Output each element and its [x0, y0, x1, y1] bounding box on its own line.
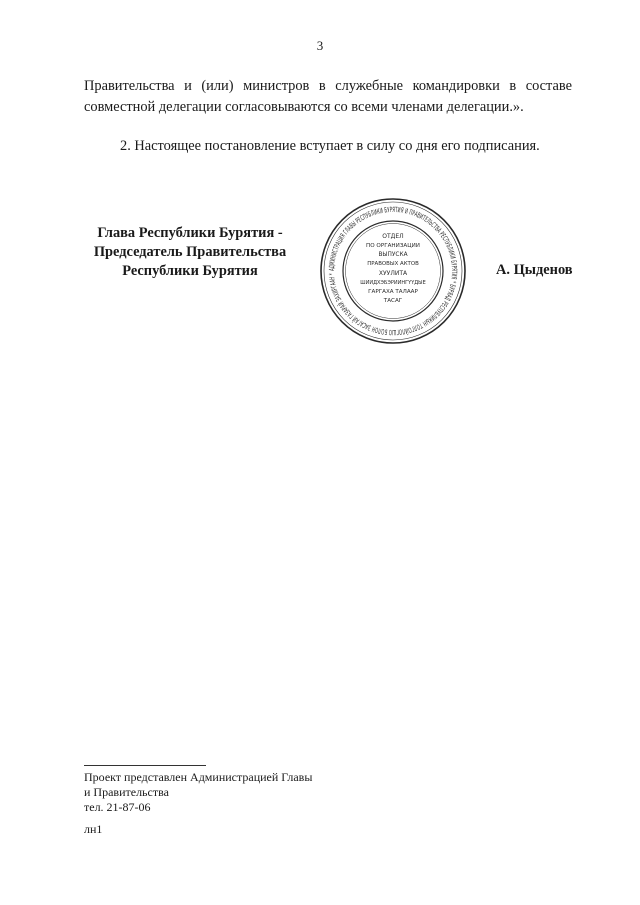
document-code: лн1: [84, 822, 103, 836]
paragraph-line: Правительства и (или) министров в служебные командировки в составе: [84, 78, 572, 94]
official-seal: [318, 196, 468, 346]
official-seal-icon: [318, 196, 468, 346]
body-paragraph-continuation: [84, 76, 572, 118]
footer-line: тел. 21-87-06: [84, 800, 151, 814]
seal-line: ТАСАГ: [383, 298, 403, 304]
footer-rule: [84, 765, 206, 766]
seal-ring-text: АДМИНИСТРАЦИЯ ГЛАВЫ РЕСПУБЛИКИ БУРЯТИЯ И ПРАВИТЕЛЬСТВА РЕСПУБЛИКИ БУРЯТИЯ * БУРЯАД РЕСПУБЛИКЫН ТОЛГОЙЛОГШО БОЛОН ЗАСАГАЙ ГАЗАРАЙ ЗАХИРГААН *: [326, 204, 460, 338]
effective-date-paragraph: 2. Настоящее постановление вступает в силу со дня его подписания.: [120, 138, 540, 154]
seal-line: ХУУЛИТА: [378, 270, 408, 277]
footer-line: Проект представлен Администрацией Главы: [84, 770, 313, 784]
footer-note: [84, 770, 312, 815]
seal-line: ПО ОРГАНИЗАЦИИ: [366, 243, 420, 249]
seal-line: ОТДЕЛ: [382, 233, 404, 240]
seal-line: ПРАВОВЫХ АКТОВ: [367, 261, 419, 267]
paragraph-line: совместной делегации согласовываются со всеми членами делегации.».: [84, 99, 524, 115]
signatory-title: [84, 224, 296, 281]
signatory-name: А. Цыденов: [496, 262, 573, 278]
title-line: Республики Бурятия: [122, 263, 258, 279]
footer-line: и Правительства: [84, 785, 169, 799]
page-number: 3: [316, 38, 324, 53]
seal-line: ВЫПУСКА: [378, 252, 408, 258]
title-line: Председатель Правительства: [93, 244, 287, 260]
seal-line: ШИИДХЭБЭРИИНГҮҮДЫЕ: [360, 280, 426, 286]
seal-line: ГАРГАХА ТАЛААР: [368, 289, 418, 295]
title-line: Глава Республики Бурятия -: [97, 225, 283, 241]
